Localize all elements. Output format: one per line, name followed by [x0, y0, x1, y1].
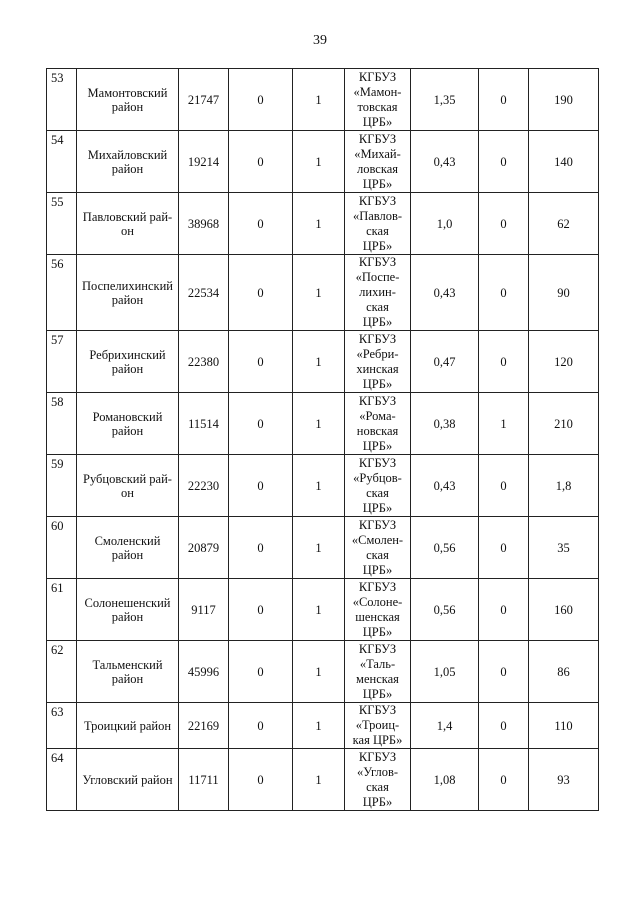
row-number: 64 — [47, 749, 77, 811]
coefficient-value: 0,43 — [411, 455, 479, 517]
coefficient-value: 1,08 — [411, 749, 479, 811]
value-col-8: 0 — [479, 131, 529, 193]
row-number: 56 — [47, 255, 77, 331]
population-value: 11711 — [179, 749, 229, 811]
population-value: 22230 — [179, 455, 229, 517]
value-col-4: 0 — [229, 331, 293, 393]
coefficient-value: 0,56 — [411, 517, 479, 579]
organization-line: КГБУЗ — [358, 255, 397, 269]
organization-line: «Рубцов- — [353, 470, 402, 485]
row-number: 55 — [47, 193, 77, 255]
district-name: Павловский рай-он — [77, 193, 179, 255]
hospitals-table — [46, 68, 599, 811]
organization-line: ЦРБ» — [362, 376, 393, 391]
value-col-4: 0 — [229, 455, 293, 517]
distance-value: 90 — [529, 255, 599, 331]
value-col-4: 0 — [229, 131, 293, 193]
organization-line: лихин- — [359, 285, 396, 299]
district-name: Михайловский район — [77, 131, 179, 193]
row-number: 54 — [47, 131, 77, 193]
organization-line: КГБУЗ — [358, 331, 397, 346]
organization-line: товская — [357, 99, 398, 114]
value-col-5: 1 — [293, 331, 345, 393]
table-row — [47, 517, 599, 579]
organization-name — [345, 641, 411, 703]
value-col-5: 1 — [293, 579, 345, 641]
value-col-4: 0 — [229, 255, 293, 331]
organization-line: КГБУЗ — [358, 131, 397, 146]
value-col-5: 1 — [293, 641, 345, 703]
distance-value: 140 — [529, 131, 599, 193]
district-name: Рубцовский рай-он — [77, 455, 179, 517]
organization-line: «Смолен- — [351, 532, 404, 547]
organization-line: «Солоне- — [352, 594, 403, 609]
organization-line: «Таль- — [359, 656, 396, 671]
value-col-4: 0 — [229, 749, 293, 811]
row-number: 53 — [47, 69, 77, 131]
district-name: Смоленский район — [77, 517, 179, 579]
row-number: 61 — [47, 579, 77, 641]
table-row — [47, 455, 599, 517]
value-col-5: 1 — [293, 703, 345, 749]
organization-line: новская — [356, 423, 399, 438]
organization-line: ЦРБ» — [362, 114, 393, 129]
organization-line: ЦРБ» — [362, 500, 393, 515]
organization-line: ская — [366, 300, 389, 314]
coefficient-value: 0,38 — [411, 393, 479, 455]
organization-name — [345, 131, 411, 193]
organization-line: «Углов- — [356, 764, 399, 779]
organization-line: ЦРБ» — [362, 686, 393, 701]
organization-line: хинская — [356, 361, 399, 376]
value-col-5: 1 — [293, 749, 345, 811]
organization-line: КГБУЗ — [358, 455, 397, 470]
organization-line: КГБУЗ — [358, 69, 397, 84]
organization-name — [345, 193, 411, 255]
table-row — [47, 749, 599, 811]
district-name: Мамонтовский район — [77, 69, 179, 131]
row-number: 57 — [47, 331, 77, 393]
population-value: 21747 — [179, 69, 229, 131]
organization-line: ская — [366, 223, 389, 238]
value-col-5: 1 — [293, 517, 345, 579]
organization-line: ЦРБ» — [362, 562, 393, 577]
organization-line: КГБУЗ — [358, 579, 397, 594]
organization-line: «Мамон- — [353, 84, 402, 99]
value-col-4: 0 — [229, 393, 293, 455]
population-value: 38968 — [179, 193, 229, 255]
organization-line: КГБУЗ — [358, 641, 397, 656]
value-col-8: 0 — [479, 749, 529, 811]
distance-value: 210 — [529, 393, 599, 455]
value-col-8: 0 — [479, 331, 529, 393]
population-value: 22169 — [179, 703, 229, 749]
organization-name — [345, 455, 411, 517]
value-col-5: 1 — [293, 69, 345, 131]
organization-line: КГБУЗ — [358, 517, 397, 532]
row-number: 62 — [47, 641, 77, 703]
value-col-5: 1 — [293, 255, 345, 331]
coefficient-value: 1,4 — [411, 703, 479, 749]
table-row — [47, 193, 599, 255]
coefficient-value: 0,43 — [411, 255, 479, 331]
distance-value: 120 — [529, 331, 599, 393]
organization-name — [345, 749, 411, 811]
population-value: 22534 — [179, 255, 229, 331]
value-col-8: 0 — [479, 517, 529, 579]
value-col-8: 0 — [479, 255, 529, 331]
organization-line: менская — [356, 671, 399, 686]
organization-name — [345, 703, 411, 749]
organization-line: ЦРБ» — [362, 438, 393, 453]
population-value: 11514 — [179, 393, 229, 455]
district-name: Тальменский район — [77, 641, 179, 703]
value-col-8: 0 — [479, 641, 529, 703]
organization-line: кая ЦРБ» — [352, 733, 403, 747]
organization-name — [345, 255, 411, 331]
row-number: 60 — [47, 517, 77, 579]
value-col-4: 0 — [229, 641, 293, 703]
organization-line: КГБУЗ — [358, 193, 397, 208]
organization-name — [345, 331, 411, 393]
table-row — [47, 69, 599, 131]
value-col-8: 0 — [479, 69, 529, 131]
coefficient-value: 1,35 — [411, 69, 479, 131]
table-row — [47, 703, 599, 749]
distance-value: 1,8 — [529, 455, 599, 517]
district-name: Поспелихинский район — [77, 255, 179, 331]
organization-line: «Павлов- — [352, 208, 403, 223]
value-col-8: 0 — [479, 579, 529, 641]
population-value: 22380 — [179, 331, 229, 393]
table-row — [47, 131, 599, 193]
organization-line: ЦРБ» — [362, 315, 393, 329]
organization-line: КГБУЗ — [358, 749, 397, 764]
organization-name — [345, 69, 411, 131]
organization-line: ская — [366, 547, 389, 562]
distance-value: 110 — [529, 703, 599, 749]
population-value: 19214 — [179, 131, 229, 193]
organization-line: «Ребри- — [356, 346, 399, 361]
value-col-5: 1 — [293, 193, 345, 255]
value-col-8: 0 — [479, 455, 529, 517]
organization-line: КГБУЗ — [358, 393, 397, 408]
organization-line: «Михай- — [354, 146, 401, 161]
organization-line: ская — [366, 485, 389, 500]
value-col-4: 0 — [229, 517, 293, 579]
organization-line: ская — [366, 779, 389, 794]
organization-line: «Поспе- — [355, 270, 400, 284]
organization-line: «Рома- — [359, 408, 396, 423]
organization-line: КГБУЗ — [358, 703, 397, 717]
value-col-5: 1 — [293, 131, 345, 193]
value-col-8: 0 — [479, 703, 529, 749]
value-col-8: 0 — [479, 193, 529, 255]
distance-value: 35 — [529, 517, 599, 579]
value-col-5: 1 — [293, 393, 345, 455]
district-name: Солонешенский район — [77, 579, 179, 641]
organization-line: шенская — [355, 609, 400, 624]
value-col-8: 1 — [479, 393, 529, 455]
organization-line: ЦРБ» — [362, 176, 393, 191]
table-row — [47, 331, 599, 393]
district-name: Троицкий район — [77, 703, 179, 749]
table-row — [47, 641, 599, 703]
row-number: 63 — [47, 703, 77, 749]
district-name: Ребрихинский район — [77, 331, 179, 393]
organization-line: ловская — [356, 161, 399, 176]
table-body — [47, 69, 599, 811]
value-col-4: 0 — [229, 579, 293, 641]
coefficient-value: 0,43 — [411, 131, 479, 193]
coefficient-value: 0,56 — [411, 579, 479, 641]
organization-name — [345, 393, 411, 455]
value-col-4: 0 — [229, 193, 293, 255]
coefficient-value: 1,05 — [411, 641, 479, 703]
table-row — [47, 255, 599, 331]
organization-line: ЦРБ» — [362, 794, 393, 809]
distance-value: 86 — [529, 641, 599, 703]
organization-name — [345, 579, 411, 641]
table-row — [47, 393, 599, 455]
distance-value: 93 — [529, 749, 599, 811]
distance-value: 190 — [529, 69, 599, 131]
value-col-5: 1 — [293, 455, 345, 517]
organization-line: ЦРБ» — [362, 624, 393, 639]
population-value: 20879 — [179, 517, 229, 579]
population-value: 9117 — [179, 579, 229, 641]
page-number: 39 — [313, 33, 327, 48]
coefficient-value: 1,0 — [411, 193, 479, 255]
organization-line: ЦРБ» — [362, 238, 393, 253]
table-row — [47, 579, 599, 641]
row-number: 59 — [47, 455, 77, 517]
value-col-4: 0 — [229, 703, 293, 749]
distance-value: 160 — [529, 579, 599, 641]
district-name: Угловский район — [77, 749, 179, 811]
organization-name — [345, 517, 411, 579]
coefficient-value: 0,47 — [411, 331, 479, 393]
value-col-4: 0 — [229, 69, 293, 131]
row-number: 58 — [47, 393, 77, 455]
population-value: 45996 — [179, 641, 229, 703]
distance-value: 62 — [529, 193, 599, 255]
district-name: Романовский район — [77, 393, 179, 455]
organization-line: «Троиц- — [355, 718, 400, 732]
